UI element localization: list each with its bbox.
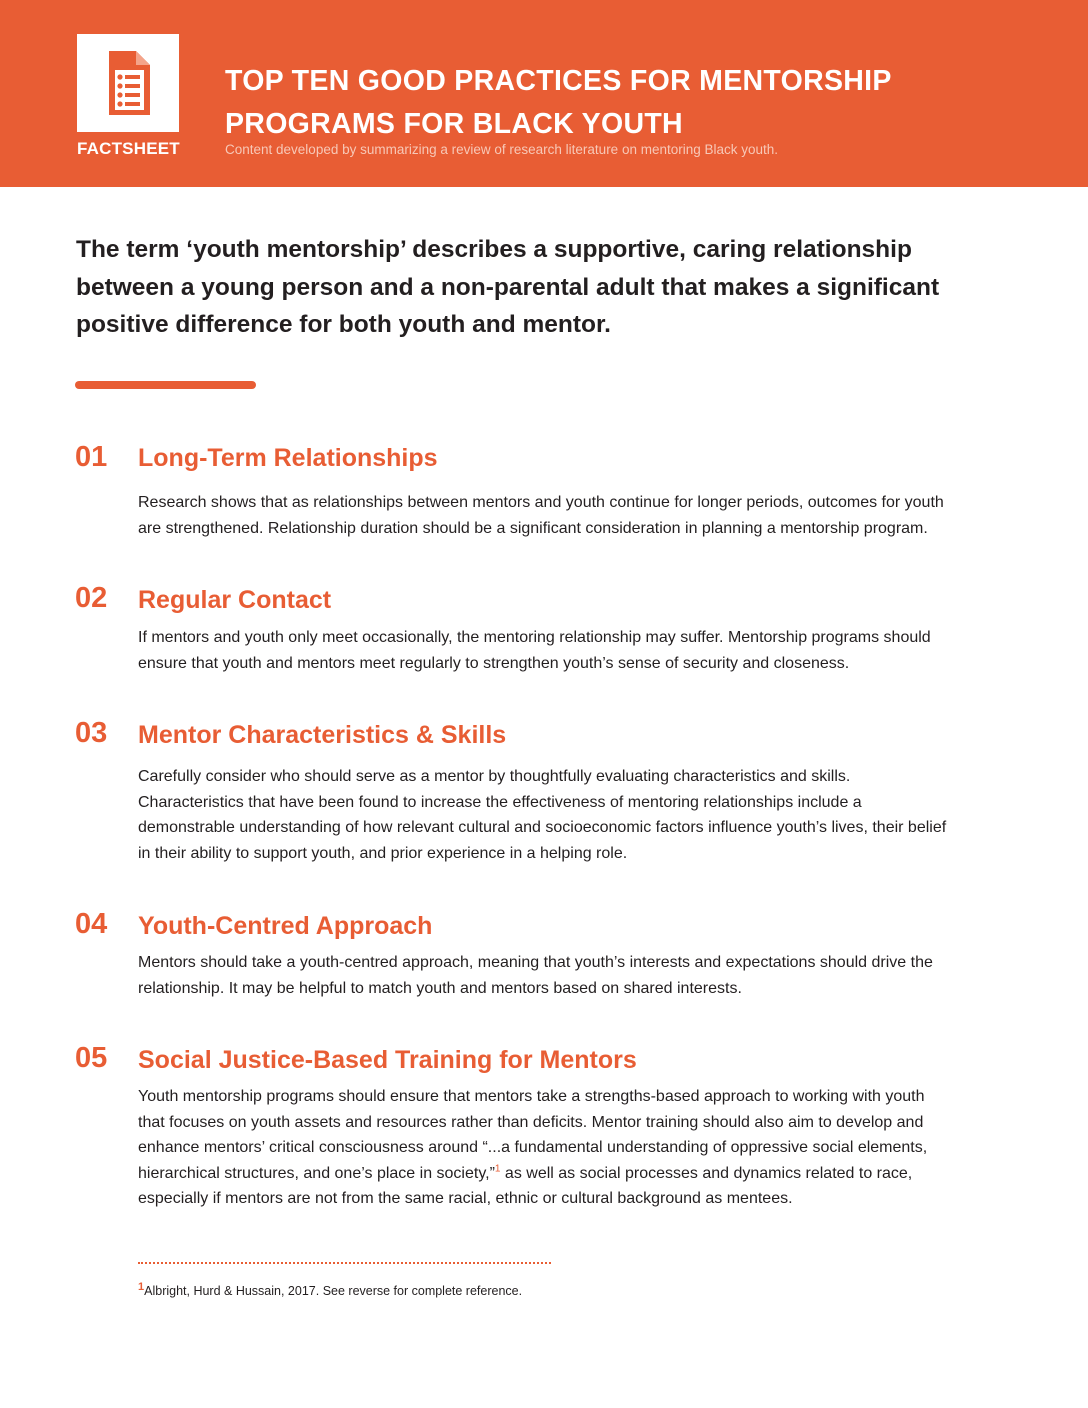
item-title: Regular Contact [138,586,332,614]
item-body [138,764,946,866]
item-body-line: Research shows that as relationships between mentors and youth continue for longer periods, outcomes for youth [138,494,944,511]
item-number: 05 [75,1042,108,1074]
item-body [138,950,933,1001]
factsheet-logo [77,34,179,132]
item-body [138,625,931,676]
footnote-mark: 1 [138,1280,145,1293]
page-subtitle: Content developed by summarizing a review of research literature on mentoring Black youth. [225,142,779,157]
page-title [225,60,985,146]
item-number: 04 [75,908,108,940]
body-text: as well as social processes and dynamics related to race, [500,1164,913,1182]
item-body-line: especially if mentors are not from the same racial, ethnic or cultural background as mentees. [138,1190,793,1207]
item-title: Long-Term Relationships [138,444,438,472]
item-body [138,1084,927,1212]
footnote-text: Albright, Hurd & Hussain, 2017. See reverse for complete reference. [144,1284,523,1298]
item-body-line: demonstrable understanding of how relevant cultural and socioeconomic factors influence youth’s lives, their belief [138,819,947,836]
item-body-line: relationship. It may be helpful to match youth and mentors based on shared interests. [138,979,742,997]
item-title: Mentor Characteristics & Skills [138,721,507,749]
item-body-line: Characteristics that have been found to increase the effectiveness of mentoring relationships include a [138,793,862,811]
item-number: 01 [75,441,108,473]
item-body-line: in their ability to support youth, and prior experience in a helping role. [138,844,628,862]
footnote-reference[interactable]: 1 [494,1163,501,1175]
intro-statement: The term ‘youth mentorship’ describes a supportive, caring relationship between a young person and a non-parental adult that makes a significant positive difference for both youth and mentor. [76,236,940,338]
item-body-line: are strengthened. Relationship duration should be a significant consideration in planning a mentorship program. [138,519,928,537]
footnote [138,1280,523,1298]
item-body-line: that focuses on youth assets and resources rather than deficits. Mentor training should also aim to develop and [138,1113,924,1131]
page-title-line-1: TOP TEN GOOD PRACTICES FOR MENTORSHIP [225,65,892,97]
factsheet-label: FACTSHEET [77,139,180,158]
item-body [138,490,944,541]
item-title: Social Justice-Based Training for Mentors [138,1046,637,1074]
item-body-line: ensure that youth and mentors meet regularly to strengthen youth’s sense of security and closeness. [138,654,850,672]
item-body-line: Mentors should take a youth-centred approach, meaning that youth’s interests and expectations should drive the [138,954,933,971]
item-body-line: Carefully consider who should serve as a mentor by thoughtfully evaluating characteristics and skills. [138,768,851,785]
document-list-icon [77,34,179,132]
item-number: 02 [75,582,108,614]
item-body-line [138,1161,927,1187]
item-body-line: If mentors and youth only meet occasionally, the mentoring relationship may suffer. Mentorship programs should [138,629,931,646]
page-title-line-2: PROGRAMS FOR BLACK YOUTH [225,108,683,140]
quote-text: hierarchical structures, and one’s place in society,” [138,1164,495,1182]
header-banner [0,0,1088,187]
accent-divider [75,381,256,389]
item-number: 03 [75,717,108,749]
item-body-line: enhance mentors’ critical consciousness around “...a fundamental understanding of oppressive social elements, [138,1139,928,1156]
item-title: Youth-Centred Approach [138,912,433,940]
footnote-divider [138,1262,551,1264]
item-body-line: Youth mentorship programs should ensure that mentors take a strengths-based approach to working with youth [138,1088,925,1105]
